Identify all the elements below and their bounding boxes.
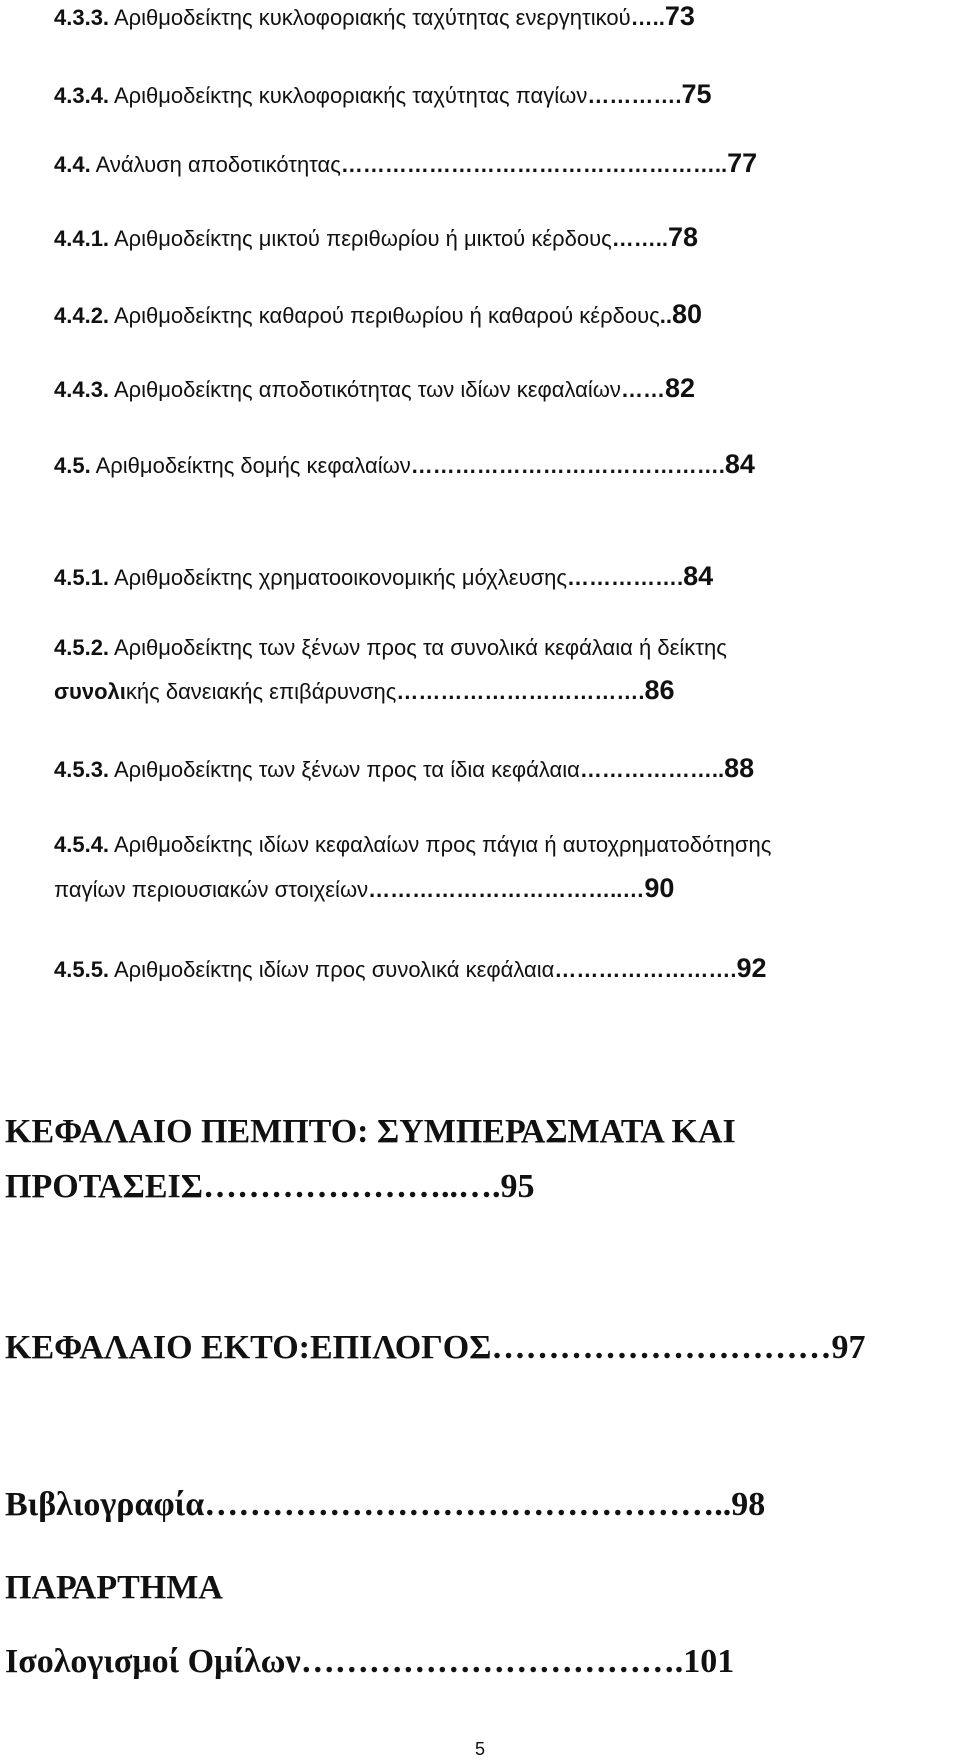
bibliography-heading — [5, 1483, 765, 1527]
page-ref: 97 — [831, 1329, 866, 1366]
group-balance-sheets-title: Ισολογισμοί Ομίλων — [5, 1643, 301, 1680]
leader-dots: ……………. — [567, 565, 684, 590]
page-ref: 98 — [731, 1486, 766, 1523]
section-number: 4.3.4. — [54, 83, 110, 108]
toc-entry-4-5-5 — [54, 953, 767, 985]
toc-entry-4-3-3 — [54, 1, 695, 33]
page-ref: 84 — [724, 449, 755, 479]
section-number: 4.4.3. — [54, 377, 110, 402]
chapter-5-heading-continued — [5, 1165, 534, 1209]
leader-dots: .. — [659, 303, 672, 328]
section-number: 4.5.5. — [54, 957, 110, 982]
page-ref: 77 — [727, 148, 758, 178]
toc-entry-4-3-4 — [54, 79, 712, 111]
page-ref: 90 — [644, 873, 675, 903]
section-number: 4.4.2. — [54, 303, 110, 328]
section-number: 4.5.4. — [54, 832, 110, 857]
toc-entry-4-4-2 — [54, 299, 702, 331]
section-title-continued: παγίων περιουσιακών στοιχείων — [54, 877, 369, 902]
appendix-title: ΠΑΡΑΡΤΗΜΑ — [5, 1569, 223, 1606]
leader-dots: ……………………………. — [396, 679, 645, 704]
section-number: 4.5.2. — [54, 635, 110, 660]
section-number: 4.5. — [54, 453, 91, 478]
leader-dots: ….. — [630, 5, 665, 30]
leader-dots: ………………………… — [491, 1329, 832, 1366]
section-title: Αριθμοδείκτης δομής κεφαλαίων — [90, 453, 411, 478]
chapter-title: ΚΕΦΑΛΑΙΟ ΠΕΜΠΤΟ: ΣΥΜΠΕΡΑΣΜΑΤΑ ΚΑΙ — [5, 1113, 736, 1150]
section-title: Αριθμοδείκτης των ξένων προς τα ίδια κεφάλαια — [109, 757, 580, 782]
section-title: Αριθμοδείκτης κυκλοφοριακής ταχύτητας παγίων — [109, 83, 588, 108]
section-title: Αριθμοδείκτης των ξένων προς τα συνολικά κεφάλαια ή δείκτης — [109, 635, 727, 660]
chapter-title-continued: ΠΡΟΤΑΣΕΙΣ — [5, 1168, 203, 1205]
section-title: Αριθμοδείκτης κυκλοφοριακής ταχύτητας ενεργητικού — [109, 5, 631, 30]
section-title: Αριθμοδείκτης χρηματοοικονομικής μόχλευσης — [109, 565, 568, 590]
page-ref: 73 — [664, 1, 695, 31]
page-ref: 95 — [500, 1168, 535, 1205]
appendix-heading — [5, 1566, 223, 1610]
toc-entry-4-5-4 — [54, 830, 771, 860]
section-title: Αριθμοδείκτης καθαρού περιθωρίου ή καθαρού κέρδους — [109, 303, 660, 328]
page-ref: 78 — [668, 222, 699, 252]
leader-dots: ……………………………………. — [410, 453, 725, 478]
page-ref: 75 — [681, 79, 712, 109]
section-title: Αριθμοδείκτης αποδοτικότητας των ιδίων κεφαλαίων — [109, 377, 621, 402]
section-title-continued: κής δανειακής επιβάρυνσης — [125, 679, 397, 704]
leader-dots: ……………………………………….. — [204, 1486, 732, 1523]
leader-dots: ……………………………. — [300, 1643, 684, 1680]
leader-dots: …… — [620, 377, 665, 402]
group-balance-sheets-heading — [5, 1640, 734, 1684]
section-title: Αριθμοδείκτης μικτού περιθωρίου ή μικτού κέρδους — [109, 226, 612, 251]
section-number: 4.5.3. — [54, 757, 110, 782]
leader-dots: …….. — [611, 226, 668, 251]
section-number: 4.4. — [54, 152, 91, 177]
section-title: Αριθμοδείκτης ιδίων προς συνολικά κεφάλαια — [109, 957, 555, 982]
leader-dots: …………………..…. — [202, 1168, 501, 1205]
section-title-bold-part: συνολι — [54, 679, 126, 704]
page-ref: 88 — [724, 753, 755, 783]
toc-entry-4-5-1 — [54, 561, 713, 593]
toc-entry-4-4-1 — [54, 222, 698, 254]
chapter-title: ΚΕΦΑΛΑΙΟ ΕΚΤΟ:ΕΠΙΛΟΓΟΣ — [5, 1329, 492, 1366]
leader-dots: ……………….. — [579, 757, 725, 782]
toc-entry-4-5-4-continued — [54, 873, 674, 905]
leader-dots: ……………………. — [554, 957, 737, 982]
toc-entry-4-4 — [54, 148, 757, 180]
section-number: 4.3.3. — [54, 5, 110, 30]
page-ref: 101 — [683, 1643, 735, 1680]
page-ref: 80 — [671, 299, 702, 329]
page-ref: 92 — [736, 953, 767, 983]
page-ref: 82 — [664, 373, 695, 403]
leader-dots: …………………………………………….. — [340, 152, 728, 177]
toc-entry-4-5-2-continued — [54, 675, 675, 707]
toc-entry-4-5-2 — [54, 633, 727, 663]
section-title: Αριθμοδείκτης ιδίων κεφαλαίων προς πάγια ή αυτοχρηματοδότησης — [109, 832, 772, 857]
page-ref: 86 — [644, 675, 675, 705]
section-title: Ανάλυση αποδοτικότητας — [90, 152, 341, 177]
section-number: 4.4.1. — [54, 226, 110, 251]
page-ref: 84 — [683, 561, 714, 591]
toc-entry-4-5 — [54, 449, 755, 481]
chapter-5-heading — [5, 1110, 736, 1154]
page-number: 5 — [474, 1739, 485, 1759]
leader-dots: …………. — [587, 83, 682, 108]
toc-entry-4-5-3 — [54, 753, 754, 785]
bibliography-title: Βιβλιογραφία — [5, 1486, 205, 1523]
toc-entry-4-4-3 — [54, 373, 695, 405]
chapter-6-heading — [5, 1326, 865, 1370]
section-number: 4.5.1. — [54, 565, 110, 590]
leader-dots: ……………………………..… — [368, 877, 645, 902]
